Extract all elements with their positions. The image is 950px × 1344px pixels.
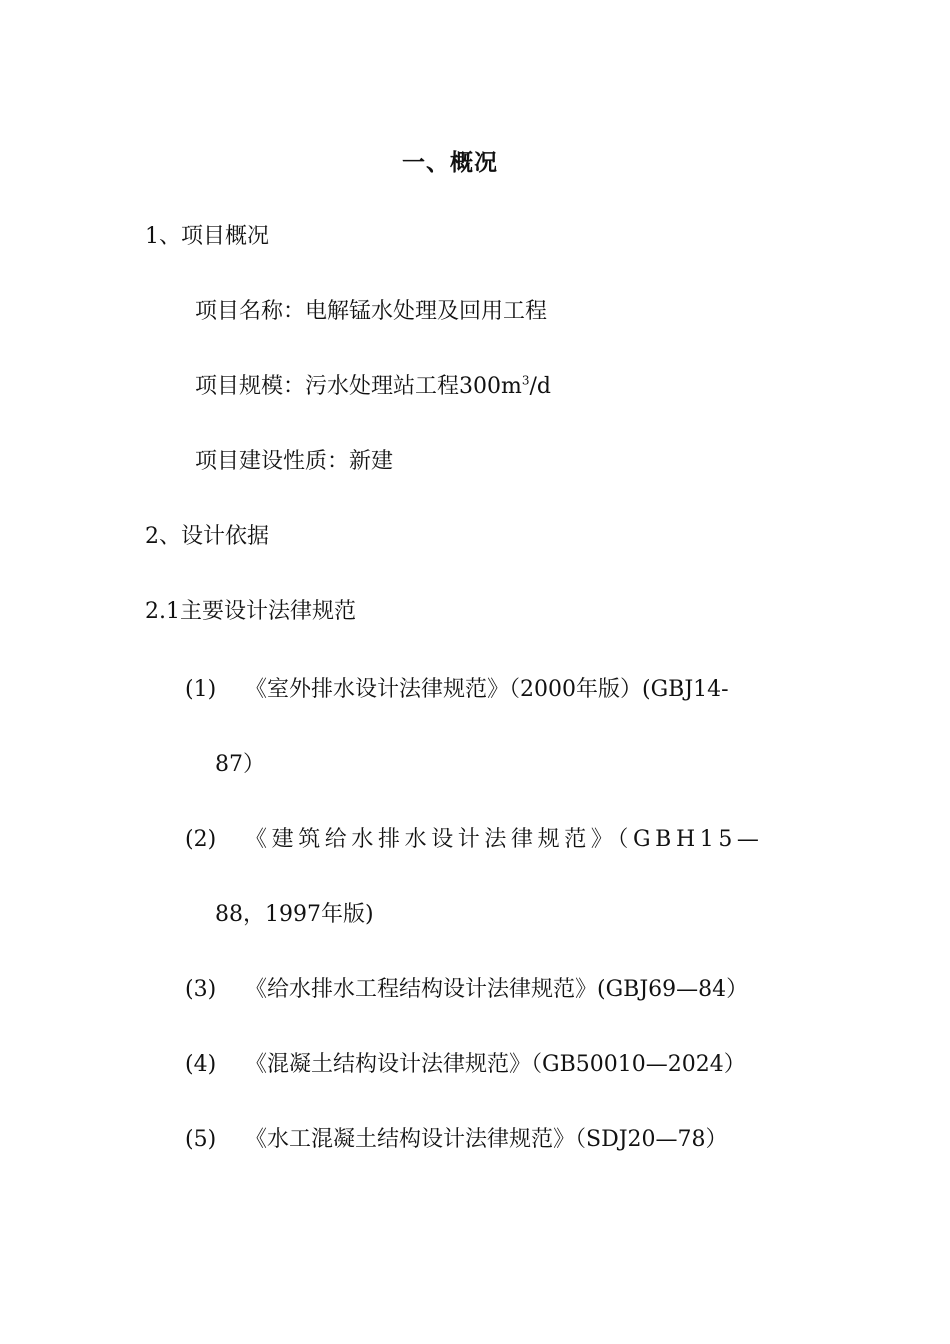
reference-text: 《混凝土结构设计法律规范》（GB50010—2024） — [245, 1052, 746, 1077]
section-heading-project-overview: 1、项目概况 — [145, 224, 269, 249]
section-heading-design-basis: 2、设计依据 — [145, 524, 269, 549]
reference-number: (5) — [185, 1127, 217, 1152]
page-title: 一、概况 — [402, 149, 498, 176]
reference-number: (3) — [185, 977, 217, 1002]
project-name-line: 项目名称：电解锰水处理及回用工程 — [195, 299, 548, 324]
reference-text: 《室外排水设计法律规范》（2000年版）(GBJ14- — [245, 677, 729, 702]
reference-text: 《给水排水工程结构设计法律规范》(GBJ69—84） — [245, 977, 749, 1002]
project-nature-line: 项目建设性质：新建 — [195, 449, 394, 474]
project-scale-text: 项目规模：污水处理站工程300m — [195, 374, 522, 399]
reference-number: (2) — [185, 827, 217, 852]
project-scale-line — [195, 372, 551, 402]
project-scale-unit: /d — [529, 374, 551, 399]
reference-text-continuation: 87） — [215, 752, 265, 777]
reference-number: (4) — [185, 1052, 217, 1077]
reference-text: 《建筑给水排水设计法律规范》（GBH15— — [245, 827, 764, 852]
reference-text-continuation: 88，1997年版) — [215, 902, 374, 927]
project-scale-superscript: 3 — [521, 373, 530, 388]
subsection-heading-design-codes: 2.1主要设计法律规范 — [145, 599, 356, 624]
reference-text: 《水工混凝土结构设计法律规范》（SDJ20—78） — [245, 1127, 728, 1152]
reference-number: (1) — [185, 677, 217, 702]
